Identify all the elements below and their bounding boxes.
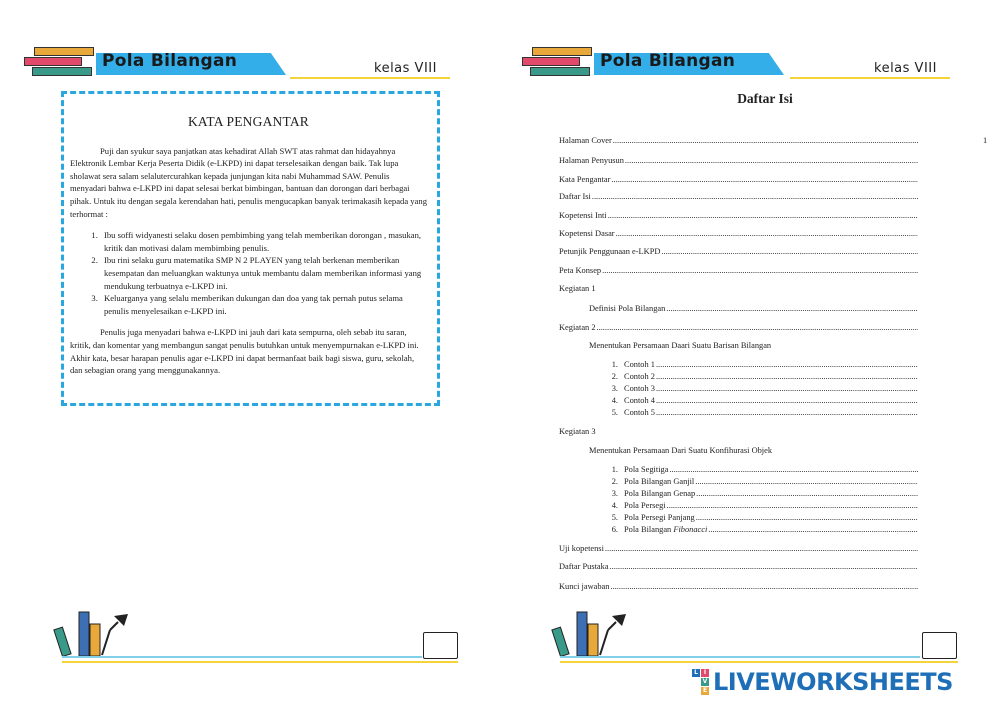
preface-list-item: 1. Ibu soffi widyanesti selaku dosen pembimbing yang telah memberikan dorongan , masukan, kritik dan motivasi dalam membimbing penulis. [100,229,427,254]
toc-entry-label: Daftar Pustaka [559,562,609,571]
toc-entry-label: Pola Bilangan [624,525,674,534]
toc-entry-label: Pola Persegi [624,501,666,510]
header-title: Pola Bilangan [102,51,238,71]
toc-leader-dots [656,408,918,417]
preface-list [100,229,427,317]
toc-entry-number: 5. [611,513,618,522]
toc-entry-label: Pola Persegi Panjang [624,513,695,522]
toc-leader-dots [610,582,918,591]
toc-entry-label: Contoh 2 [624,372,655,381]
toc-entry-label: Kata Pengantar [559,175,611,184]
toc-leader-dots [708,525,918,534]
toc-leader-dots [656,372,918,381]
toc-entry [604,525,918,536]
toc-entry [604,408,918,419]
toc-leader-dots [613,136,918,145]
toc-entry [604,501,918,512]
toc-entry-label: Peta Konsep [559,266,602,275]
toc-entry [559,229,918,240]
toc-entry [559,136,918,147]
preface-paragraph-2: Penulis juga menyadari bahwa e-LKPD ini jauh dari kata sempurna, oleh sebab itu saran, kritik, dan komentar yang membangun sangat penulis butuhkan untuk menyempurnakan e-LKPD ini. Akhir kata, besar harapan penulis agar e-LKPD ini dapat bermanfaat baik bagi siswa, guru, sekolah, dan sebagian orang yang menggunakannya. [70,327,419,376]
toc-entry [604,513,918,524]
toc-leader-dots [608,211,918,220]
toc-leader-dots [696,489,918,498]
toc-entry-label: Contoh 1 [624,360,655,369]
bookshelf-lamp-icon [550,608,630,658]
toc-entry [559,156,918,167]
toc-entry-number: 4. [611,501,618,510]
header-line [790,77,950,79]
toc-entry-label-italic: Fibonacci [673,525,708,534]
toc-leader-dots [696,513,918,522]
toc-entry [604,372,918,383]
toc-entry [604,477,918,488]
toc-title: Daftar Isi [737,91,793,106]
toc-leader-dots [610,562,918,571]
preface-paragraph-1: Puji dan syukur saya panjatkan atas kehadirat Allah SWT atas rahmat dan hidayahnya Elektronik Lembar Kerja Peserta Didik (e-LKPD) ini dapat terselesaikan dengan baik. Tak lupa sholawat sera salam selalutercurahkan kepada junjungan kita nabi Muhammad SAW. Penulis menyadari bahwa e-LKPD ini dapat selesai berkat bimbingan, bantuan dan dorongan dari berbagai pihak. Untuk itu dengan segala kerendahan hati, penulis mengucapkan banyak terimakasih kepada yang terhormat : [70,145,427,219]
toc-entry-label: Petunjik Penggunaan e-LKPD [559,247,661,256]
toc-leader-dots [656,360,918,369]
toc-leader-dots [605,544,918,553]
toc-entry-label: Kegiatan 1 [559,284,596,293]
toc-entry-label: Kegiatan 2 [559,323,596,332]
toc-entry [559,266,918,277]
toc-entry-label: Contoh 3 [624,384,655,393]
toc-entry-number: 2. [611,477,618,486]
toc-leader-dots [592,192,918,201]
toc-leader-dots [666,304,918,313]
toc-entry-label: Halaman Cover [559,136,612,145]
preface-box [61,91,440,406]
preface-list-item: 3. Keluarganya yang selalu memberikan dukungan dan doa yang tak pernah putus selama penulis menyelesaikan e-LKPD ini. [100,292,427,317]
toc-entry-number: 4. [611,396,618,405]
toc-entry [604,396,918,407]
page-number-box [922,632,957,659]
toc-entry-label: Pola Segitiga [624,465,669,474]
toc-entry [604,384,918,395]
toc-entry [604,489,918,500]
toc-leader-dots [602,266,918,275]
toc-entry-number: 3. [611,489,618,498]
toc-leader-dots [616,229,918,238]
footer-line [62,656,422,658]
books-stack-icon [24,47,96,79]
liveworksheets-logo [692,668,953,696]
toc-leader-dots [669,465,918,474]
toc-entry-number: 1. [611,360,618,369]
toc-entry [559,284,918,295]
toc-entry [589,446,918,457]
toc-entry-label: Definisi Pola Bilangan [589,304,666,313]
toc-entry-label: Kopetensi Inti [559,211,607,220]
header-title: Pola Bilangan [600,51,736,71]
toc-entry [559,544,918,555]
header-grade: kelas VIII [374,61,437,76]
preface-heading: KATA PENGANTAR [187,114,310,129]
toc-entry-label: Kopetensi Dasar [559,229,615,238]
toc-entry [559,211,918,222]
toc-entry [604,465,918,476]
toc-entry-label: Menentukan Persamaan Dari Suatu Konfihurasi Objek [589,446,773,455]
toc-entry [559,175,918,186]
toc-leader-dots [656,384,918,393]
toc-entry-label: Contoh 4 [624,396,655,405]
toc-entry [559,323,918,334]
toc-page-number: 1 [983,136,988,145]
toc-entry-label: Halaman Penyusun [559,156,624,165]
toc-entry-number: 5. [611,408,618,417]
toc-leader-dots [611,175,918,184]
toc-leader-dots [597,323,918,332]
toc-entry-label: Daftar Isi [559,192,591,201]
footer-line [560,656,920,658]
liveworksheets-wordmark: LIVEWORKSHEETS [713,668,953,696]
toc-entry-label: Pola Bilangan Ganjil [624,477,695,486]
toc-entry [589,341,918,352]
toc-entry-number: 6. [611,525,618,534]
toc-entry [559,562,918,573]
toc-leader-dots [661,247,918,256]
liveworksheets-logo-icon: L I V E [692,669,709,695]
toc-leader-dots [667,501,918,510]
toc-entry-label: Kegiatan 3 [559,427,596,436]
toc-entry [559,192,918,203]
header-grade: kelas VIII [874,61,937,76]
toc-entry-label: Kunci jawaban [559,582,610,591]
footer-line [62,661,458,663]
toc-leader-dots [695,477,918,486]
toc-entry-label: Menentukan Persamaan Daari Suatu Barisan Bilangan [589,341,772,350]
toc-entry-label: Contoh 5 [624,408,655,417]
toc-entry [604,360,918,371]
page-right [500,0,1000,707]
toc-entry-number: 1. [611,465,618,474]
toc-entry [589,304,918,315]
header-line [290,77,450,79]
bookshelf-lamp-icon [52,608,132,658]
toc-leader-dots [656,396,918,405]
toc-entry-label: Uji kopetensi [559,544,604,553]
preface-list-item: 2. Ibu rini selaku guru matematika SMP N 2 PLAYEN yang telah berkenan memberikan kesempatan dan meluangkan waktunya untuk membantu dalam memberikan informasi yang mendukung terbuatnya e-LKPD ini. [100,254,427,292]
toc-entry-label: Pola Bilangan Genap [624,489,696,498]
page-number-box [423,632,458,659]
books-stack-icon [522,47,594,79]
toc-entry [559,247,918,258]
toc-entry-number: 2. [611,372,618,381]
toc-entry [559,582,918,593]
toc-leader-dots [625,156,918,165]
toc-entry [559,427,918,438]
footer-line [560,661,958,663]
toc-entry-number: 3. [611,384,618,393]
